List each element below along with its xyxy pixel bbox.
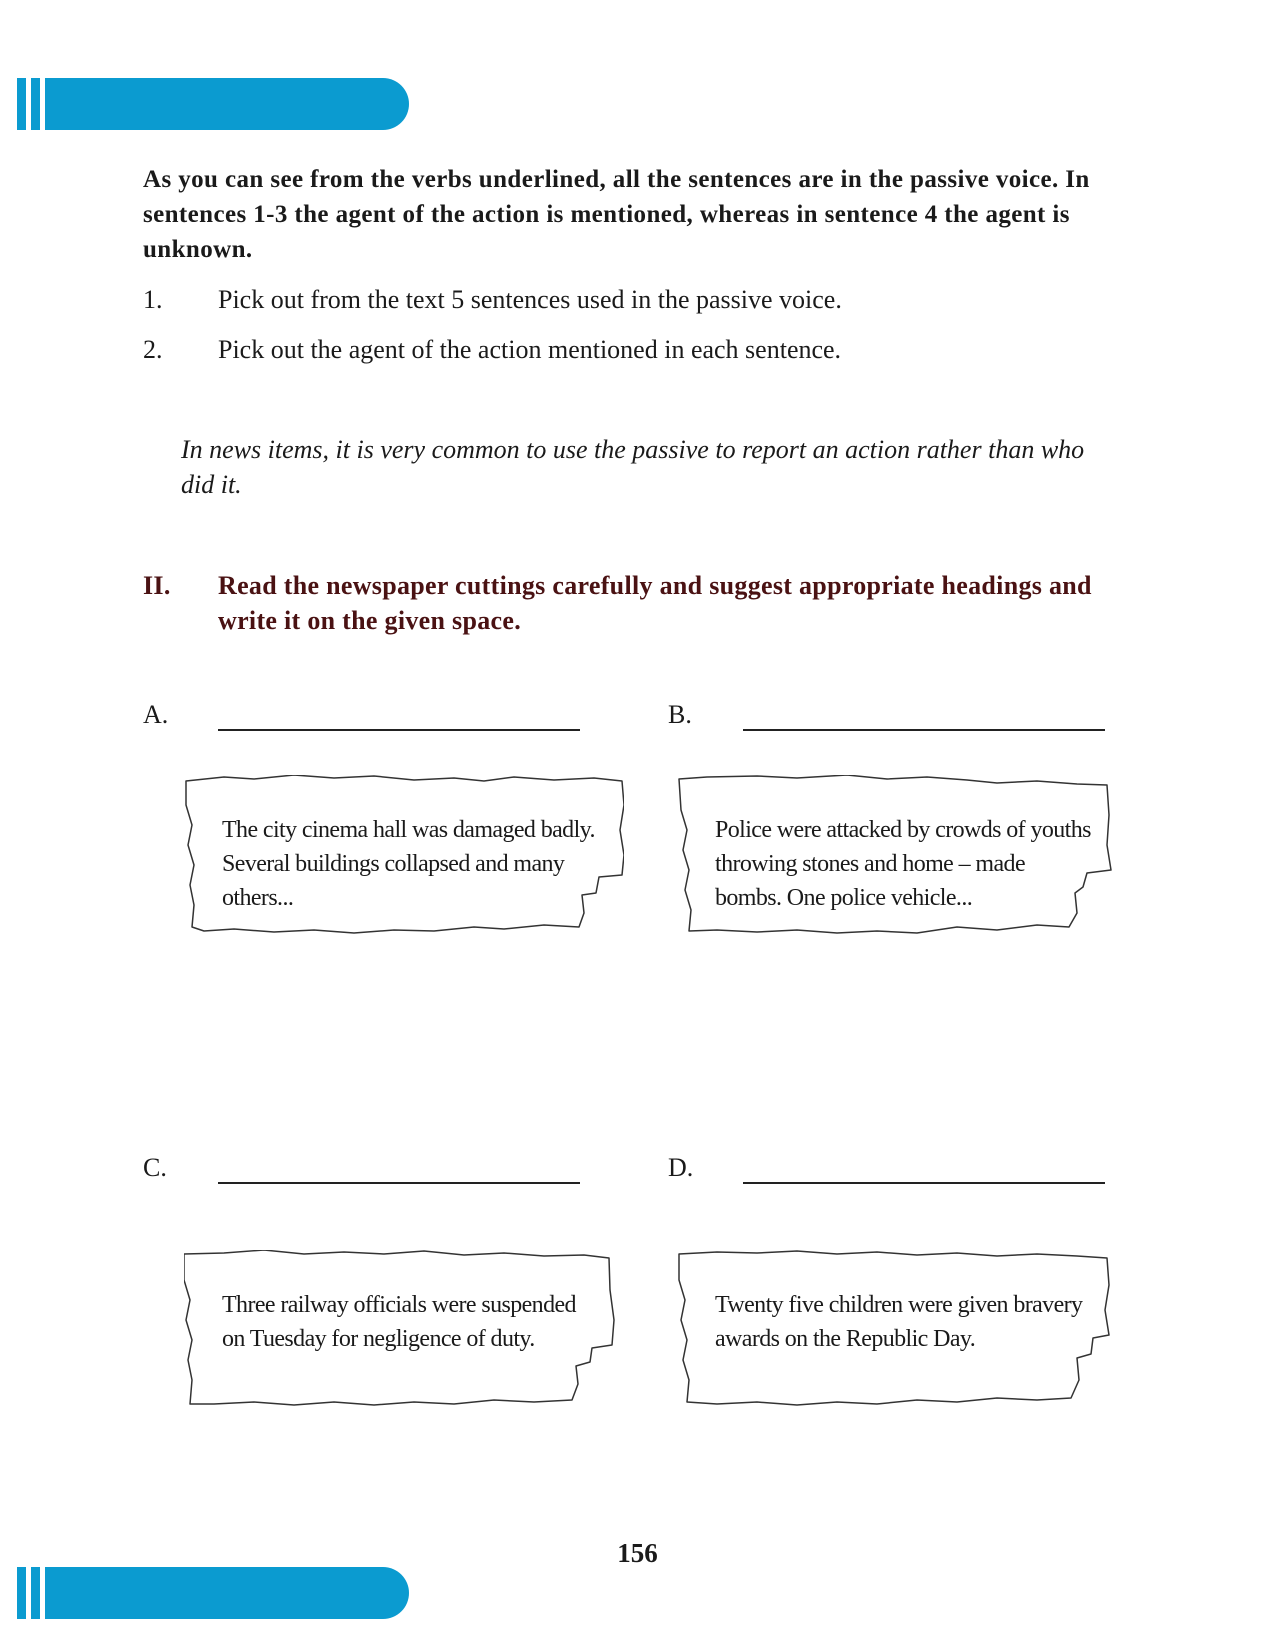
heading-answer-line[interactable] — [743, 1182, 1105, 1184]
heading-letter: A. — [143, 700, 169, 729]
newspaper-cutting-c — [184, 1250, 624, 1428]
passive-note: In news items, it is very common to use the passive to report an action rather than who did it. — [181, 435, 1085, 499]
heading-letter: D. — [668, 1153, 694, 1182]
section-heading — [143, 568, 1143, 638]
heading-answer-line[interactable] — [743, 729, 1105, 731]
newspaper-cutting-b — [677, 775, 1117, 953]
heading-answer-line[interactable] — [218, 729, 580, 731]
list-item — [143, 330, 1133, 380]
section-number: II. — [143, 571, 171, 600]
question-list — [143, 280, 1133, 380]
heading-letter: B. — [668, 700, 692, 729]
page-number: 156 — [617, 1538, 658, 1568]
question-number: 2. — [143, 335, 163, 364]
heading-answer-line[interactable] — [218, 1182, 580, 1184]
cutting-text: Police were attacked by crowds of youths throwing stones and home – made bombs. One police vehicle... — [715, 817, 1091, 911]
newspaper-cutting-d — [677, 1250, 1117, 1428]
cutting-text: Twenty five children were given bravery awards on the Republic Day. — [715, 1292, 1083, 1352]
heading-letter: C. — [143, 1153, 167, 1182]
question-number: 1. — [143, 285, 163, 314]
question-text: Pick out the agent of the action mentioned in each sentence. — [218, 335, 842, 364]
intro-paragraph: As you can see from the verbs underlined, all the sentences are in the passive voice. In sentences 1-3 the agent of the action is mentioned, whereas in sentence 4 the agent is unknown. — [143, 166, 1090, 263]
footer-band — [17, 1567, 409, 1619]
cutting-text: Three railway officials were suspended on Tuesday for negligence of duty. — [222, 1292, 576, 1352]
section-instruction: Read the newspaper cuttings carefully and suggest appropriate headings and write it on the given space. — [218, 571, 1092, 635]
header-band — [17, 78, 409, 130]
list-item — [143, 280, 1133, 330]
cutting-text: The city cinema hall was damaged badly. Several buildings collapsed and many others... — [222, 817, 595, 911]
question-text: Pick out from the text 5 sentences used in the passive voice. — [218, 285, 842, 314]
newspaper-cutting-a — [184, 775, 624, 953]
